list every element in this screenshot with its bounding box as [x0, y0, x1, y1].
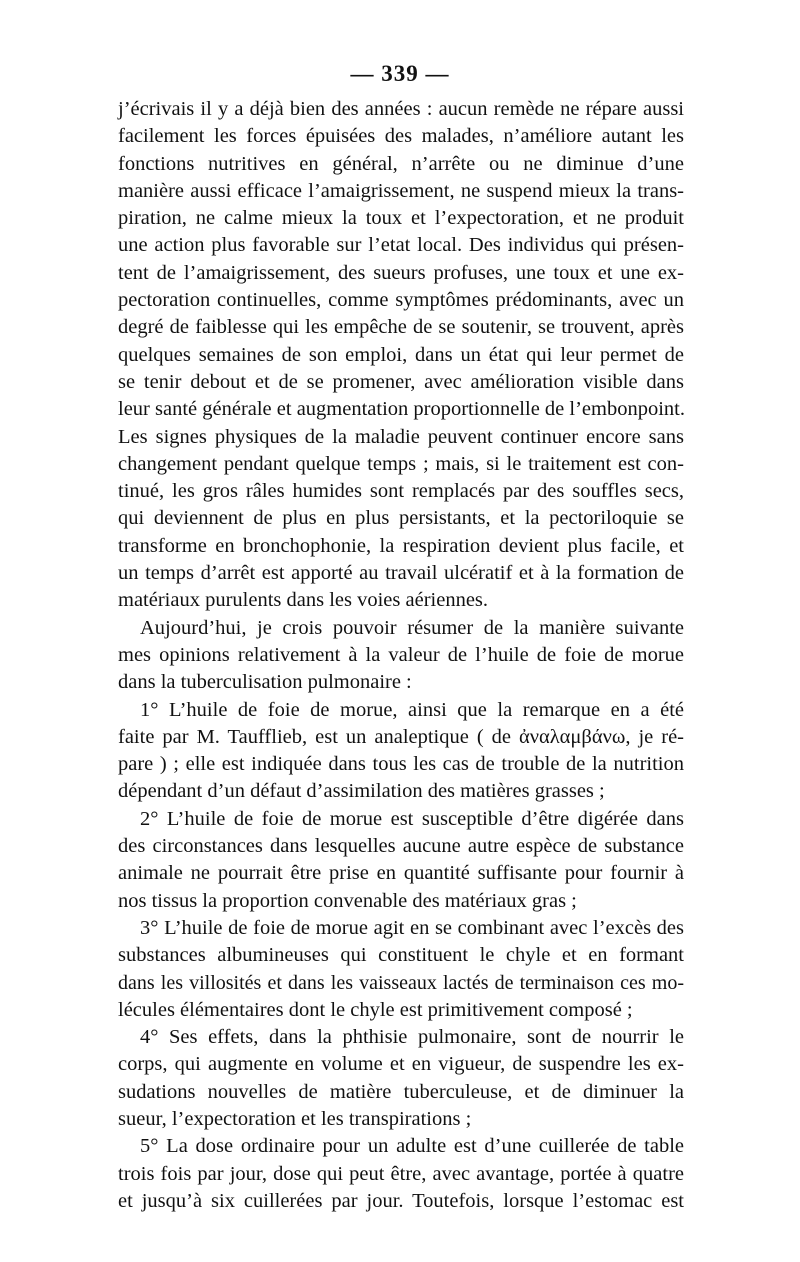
- text-line: substances albumineuses qui constituent le chyle et en formant: [118, 944, 684, 967]
- text-line: pare ) ; elle est indiquée dans tous les cas de trouble de la nutrition: [118, 753, 684, 776]
- text-line: changement pendant quelque temps ; mais, si le traitement est con-: [118, 452, 684, 475]
- text-line: dans les villosités et dans les vaisseaux lactés de terminaison ces mo-: [118, 971, 684, 994]
- text-line: se tenir debout et de se promener, avec amélioration visible dans: [118, 370, 684, 393]
- text-line: Les signes physiques de la maladie peuvent continuer encore sans: [118, 425, 684, 448]
- text-line: des circonstances dans lesquelles aucune autre espèce de substance: [118, 835, 684, 858]
- text-line: transforme en bronchophonie, la respiration devient plus facile, et: [118, 534, 684, 557]
- text-line: facilement les forces épuisées des malades, n’améliore autant les: [118, 125, 684, 148]
- text-line: dans la tuberculisation pulmonaire :: [118, 671, 412, 694]
- text-line: quelques semaines de son emploi, dans un état qui leur permet de: [118, 343, 684, 366]
- text-line: animale ne pourrait être prise en quantité suffisante pour fournir à: [118, 862, 684, 885]
- text-line: tinué, les gros râles humides sont remplacés par des souffles secs,: [118, 480, 684, 503]
- text-line: lécules élémentaires dont le chyle est primitivement composé ;: [118, 998, 633, 1021]
- text-line: 2° L’huile de foie de morue est susceptible d’être digérée dans: [140, 807, 684, 830]
- text-line: corps, qui augmente en volume et en vigueur, de suspendre les ex-: [118, 1053, 684, 1076]
- text-line: leur santé générale et augmentation proportionnelle de l’embonpoint.: [118, 398, 685, 421]
- text-line: 4° Ses effets, dans la phthisie pulmonaire, sont de nourrir le: [140, 1026, 684, 1049]
- text-line: tent de l’amaigrissement, des sueurs profuses, une toux et une ex-: [118, 261, 684, 284]
- text-line: faite par M. Taufflieb, est un analeptique ( de ἀναλαμβάνω, je ré-: [118, 725, 684, 748]
- text-line: qui deviennent de plus en plus persistants, et la pectoriloquie se: [118, 507, 684, 530]
- text-line: une action plus favorable sur l’etat local. Des individus qui présen-: [118, 234, 684, 257]
- text-line: et jusqu’à six cuillerées par jour. Toutefois, lorsque l’estomac est: [118, 1189, 684, 1212]
- text-line: degré de faiblesse qui les empêche de se soutenir, se trouvent, après: [118, 316, 684, 339]
- text-line: dépendant d’un défaut d’assimilation des matières grasses ;: [118, 780, 605, 803]
- text-line: pectoration continuelles, comme symptômes prédominants, avec un: [118, 289, 684, 312]
- text-line: Aujourd’hui, je crois pouvoir résumer de la manière suivante: [140, 616, 684, 639]
- page-number-header: — 339 —: [350, 61, 450, 86]
- text-line: sudations nouvelles de matière tuberculeuse, et de diminuer la: [118, 1080, 684, 1103]
- text-line: nos tissus la proportion convenable des matériaux gras ;: [118, 889, 577, 912]
- text-line: 1° L’huile de foie de morue, ainsi que la remarque en a été: [140, 698, 684, 721]
- body-text: [118, 96, 684, 1215]
- text-line: matériaux purulents dans les voies aériennes.: [118, 589, 489, 612]
- text-line: manière aussi efficace l’amaigrissement, ne suspend mieux la trans-: [118, 179, 684, 202]
- text-line: un temps d’arrêt est apporté au travail ulcératif et à la formation de: [118, 562, 684, 585]
- text-line: piration, ne calme mieux la toux et l’expectoration, et ne produit: [118, 207, 684, 230]
- text-line: sueur, l’expectoration et les transpirations ;: [118, 1107, 472, 1130]
- text-line: 5° La dose ordinaire pour un adulte est d’une cuillerée de table: [140, 1135, 684, 1158]
- text-line: trois fois par jour, dose qui peut être, avec avantage, portée à quatre: [118, 1162, 684, 1185]
- text-line: 3° L’huile de foie de morue agit en se combinant avec l’excès des: [140, 916, 684, 939]
- text-line: mes opinions relativement à la valeur de l’huile de foie de morue: [118, 643, 684, 666]
- text-line: fonctions nutritives en général, n’arrête ou ne diminue d’une: [118, 152, 684, 175]
- text-line: j’écrivais il y a déjà bien des années : aucun remède ne répare aussi: [118, 98, 684, 120]
